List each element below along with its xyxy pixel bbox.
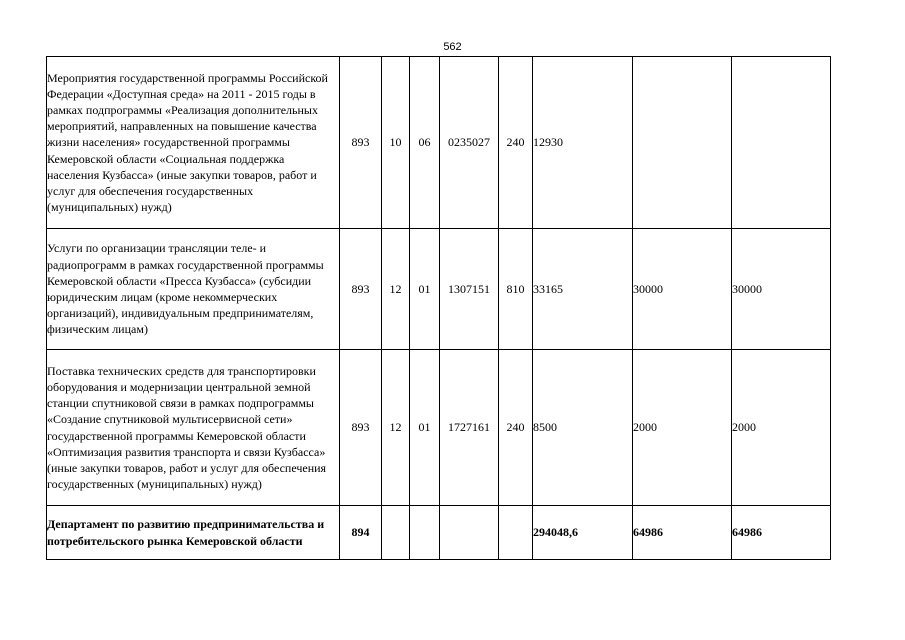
expense-type-cell bbox=[499, 506, 533, 560]
target-code-cell bbox=[440, 506, 499, 560]
ministry-code-cell: 893 bbox=[340, 350, 382, 506]
amount-year-1-cell: 33165 bbox=[533, 229, 633, 350]
amount-year-1-cell: 294048,6 bbox=[533, 506, 633, 560]
section-code-cell bbox=[382, 506, 410, 560]
amount-year-3-cell: 64986 bbox=[732, 506, 831, 560]
ministry-code-cell: 893 bbox=[340, 229, 382, 350]
table-row bbox=[47, 229, 831, 350]
section-code-cell: 12 bbox=[382, 229, 410, 350]
section-code-cell: 12 bbox=[382, 350, 410, 506]
subsection-code-cell bbox=[410, 506, 440, 560]
target-code-cell: 0235027 bbox=[440, 57, 499, 229]
ministry-code-cell: 893 bbox=[340, 57, 382, 229]
amount-year-3-cell: 30000 bbox=[732, 229, 831, 350]
subsection-code-cell: 01 bbox=[410, 229, 440, 350]
amount-year-2-cell bbox=[633, 57, 732, 229]
table-row bbox=[47, 350, 831, 506]
amount-year-2-cell: 30000 bbox=[633, 229, 732, 350]
amount-year-3-cell bbox=[732, 57, 831, 229]
budget-table bbox=[46, 56, 831, 560]
row-description: Департамент по развитию предпринимательства и потребительского рынка Кемеровской области bbox=[47, 506, 340, 560]
amount-year-1-cell: 12930 bbox=[533, 57, 633, 229]
row-description: Мероприятия государственной программы Российской Федерации «Доступная среда» на 2011 - 2015 годы в рамках подпрограммы «Реализация дополнительных мероприятий, направленных на повышение качества жизни населения» государственной программы Кемеровской области «Социальная поддержка населения Кузбасса» (иные закупки товаров, работ и услуг для обеспечения государственных (муниципальных) нужд) bbox=[47, 57, 340, 229]
section-code-cell: 10 bbox=[382, 57, 410, 229]
expense-type-cell: 240 bbox=[499, 350, 533, 506]
target-code-cell: 1307151 bbox=[440, 229, 499, 350]
table-row bbox=[47, 57, 831, 229]
row-description: Услуги по организации трансляции теле- и радиопрограмм в рамках государственной программы Кемеровской области «Пресса Кузбасса» (субсидии юридическим лицам (кроме некоммерческих организаций), индивидуальным предпринимателям, физическим лицам) bbox=[47, 229, 340, 350]
subsection-code-cell: 06 bbox=[410, 57, 440, 229]
table-row bbox=[47, 506, 831, 560]
amount-year-1-cell: 8500 bbox=[533, 350, 633, 506]
row-description: Поставка технических средств для транспортировки оборудования и модернизации центральной земной станции спутниковой связи в рамках подпрограммы «Создание спутниковой мультисервисной сети» государственной программы Кемеровской области «Оптимизация развития транспорта и связи Кузбасса» (иные закупки товаров, работ и услуг для обеспечения государственных (муниципальных) нужд) bbox=[47, 350, 340, 506]
amount-year-2-cell: 64986 bbox=[633, 506, 732, 560]
amount-year-3-cell: 2000 bbox=[732, 350, 831, 506]
ministry-code-cell: 894 bbox=[340, 506, 382, 560]
subsection-code-cell: 01 bbox=[410, 350, 440, 506]
page-number: 562 bbox=[443, 41, 462, 53]
expense-type-cell: 240 bbox=[499, 57, 533, 229]
target-code-cell: 1727161 bbox=[440, 350, 499, 506]
amount-year-2-cell: 2000 bbox=[633, 350, 732, 506]
expense-type-cell: 810 bbox=[499, 229, 533, 350]
